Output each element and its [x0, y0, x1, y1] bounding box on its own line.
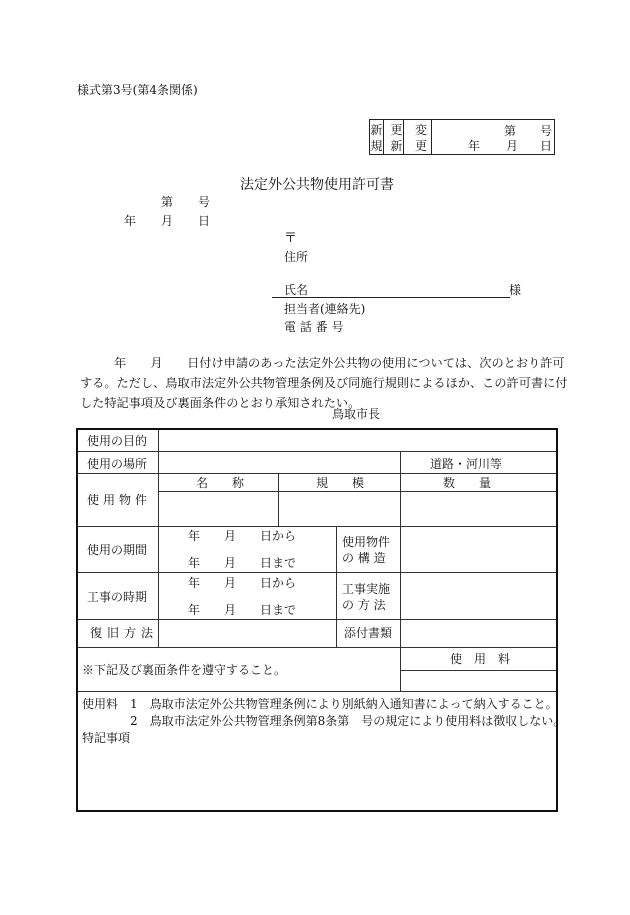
kind-renew: 更 新: [390, 120, 404, 154]
box-date-month: 月: [506, 139, 519, 153]
permit-table: [76, 428, 566, 812]
row-line: [78, 473, 556, 474]
doc-number-dai: 第: [161, 195, 174, 209]
method-label-1: 工事実施: [342, 582, 391, 596]
special-label: 特記事項: [82, 731, 131, 745]
fee-label: 使 用 料: [450, 652, 511, 666]
purpose-label: 使用の目的: [87, 434, 148, 448]
works-to: 年 月 日まで: [188, 603, 297, 617]
row-line: [400, 670, 556, 671]
honorific: 様: [509, 283, 522, 297]
place-label: 使用の場所: [87, 457, 148, 471]
row-line: [78, 619, 556, 620]
fee-line-1: 使用料 1 鳥取市法定外公共物管理条例により別紙納入通知書によって納入すること。: [82, 697, 558, 711]
box-date-year: 年: [468, 139, 481, 153]
registration-type-box: [369, 119, 555, 155]
form-id: 様式第3号(第4条関係): [77, 83, 198, 97]
contact-label: 担当者(連絡先): [284, 302, 366, 316]
structure-label-2: の 構 造: [342, 551, 386, 565]
col-scale: 規 模: [316, 476, 365, 490]
col-quantity: 数 量: [443, 476, 492, 490]
doc-date-month: 月: [161, 214, 174, 228]
body-line: した特記事項及び裏面条件のとおり承知されたい。: [80, 396, 361, 410]
works-from: 年 月 日から: [188, 576, 297, 590]
period-from: 年 月 日から: [188, 529, 297, 543]
row-line: [158, 491, 556, 492]
col-line: [336, 526, 337, 647]
works-label: 工事の時期: [87, 590, 148, 604]
body-line: 年 月 日付け申請のあった法定外公共物の使用については、次のとおり許可: [114, 356, 565, 370]
row-line: [78, 526, 556, 527]
row-line: [78, 451, 556, 452]
place-type: 道路・河川等: [430, 457, 503, 471]
restore-label: 復旧方法: [90, 626, 159, 640]
permit-body: [80, 353, 568, 413]
period-to: 年 月 日まで: [188, 556, 297, 570]
fee-line-2: 2 鳥取市法定外公共物管理条例第8条第 号の規定により使用料は徴収しない。: [130, 714, 566, 728]
col-line: [278, 473, 279, 526]
box-number-dai: 第: [504, 124, 517, 138]
row-line: [78, 572, 556, 573]
body-line: する。ただし、鳥取市法定外公共物管理条例及び同施行規則によるほか、この許可書に付: [80, 376, 568, 390]
phone-label: 電 話 番 号: [284, 320, 344, 334]
kind-new: 新 規: [370, 120, 384, 154]
doc-date-year: 年: [124, 214, 137, 228]
method-label-2: の 方 法: [342, 598, 386, 612]
observe-note: ※下記及び裏面条件を遵守すること。: [82, 663, 287, 677]
name-label: 氏名: [284, 283, 309, 297]
col-name: 名 称: [196, 476, 245, 490]
objects-label: 使用物件: [87, 493, 152, 507]
kind-change: 変 更: [411, 120, 432, 154]
postal-mark: 〒: [284, 231, 298, 246]
address-label: 住所: [284, 250, 309, 264]
row-line: [78, 647, 556, 648]
issuer: 鳥取市長: [332, 407, 381, 421]
row-line: [78, 691, 556, 692]
name-underline: [272, 297, 510, 298]
structure-label-1: 使用物件: [342, 535, 391, 549]
doc-number-go: 号: [198, 195, 211, 209]
box-number-go: 号: [540, 124, 553, 138]
col-line: [158, 430, 159, 647]
col-line: [400, 451, 401, 647]
col-line: [400, 647, 401, 691]
doc-date-day: 日: [198, 214, 211, 228]
box-date-day: 日: [540, 139, 553, 153]
attach-label: 添付書類: [344, 626, 393, 640]
document-title: 法定外公共物使用許可書: [240, 177, 394, 193]
period-label: 使用の期間: [87, 543, 148, 557]
